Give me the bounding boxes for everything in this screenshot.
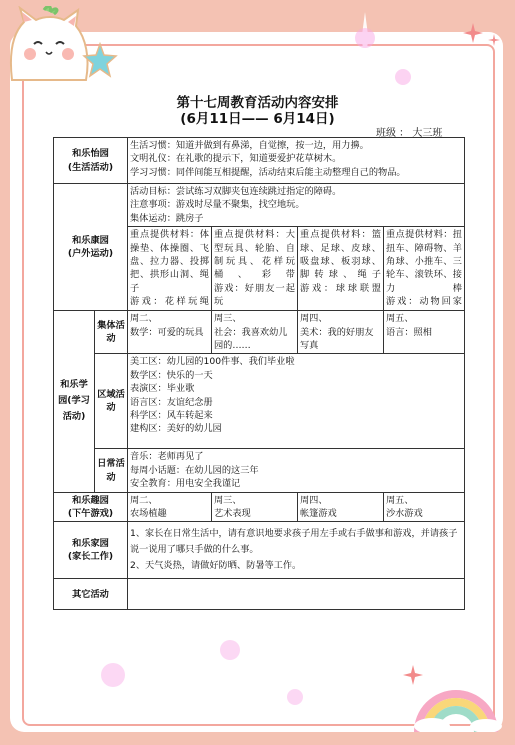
group-activity-label: 集体活动	[95, 311, 128, 354]
outdoor-line: 活动目标：尝试练习双脚夹包连续跳过指定的障碍。	[130, 186, 342, 197]
fun-day-cell: 周二、 农场植趣	[128, 492, 212, 522]
area-line: 建构区：美好的幼儿园	[130, 423, 222, 435]
star-icon	[82, 42, 118, 78]
home-content	[128, 522, 465, 579]
page-title: 第十七周教育活动内容安排	[176, 95, 339, 111]
table-row	[54, 492, 465, 522]
sparkle-icon	[78, 640, 148, 710]
area-line: 美工区：幼儿园的100件事、我们毕业啦	[130, 356, 295, 368]
home-line: 2、天气炎热，请做好防晒、防暑等工作。	[130, 560, 302, 572]
sparkle-icon	[488, 34, 500, 46]
table-row	[54, 449, 465, 492]
sparkle-icon	[270, 672, 320, 722]
outdoor-content	[128, 184, 465, 227]
material-cell: 重点提供材料：体操垫、体操圈、飞盘、拉力器、投掷把、拱形山洞、绳子 游戏：花样玩绳	[128, 227, 212, 311]
group-day-cell: 周三、 社会：我喜欢幼儿园的……	[212, 311, 298, 354]
group-day-cell: 周五、 语言：照相	[384, 311, 465, 354]
page-subtitle: (6月11日—— 6月14日)	[180, 111, 335, 127]
area-content	[128, 354, 465, 449]
life-line: 学习习惯：同伴间能互相提醒，活动结束后能主动整理自己的物品。	[130, 166, 406, 178]
table-row	[54, 184, 465, 227]
group-day-cell: 周二、 数学：可爱的玩具	[128, 311, 212, 354]
area-line: 数学区：快乐的一天	[130, 369, 213, 381]
area-activity-label: 区域活动	[95, 354, 128, 449]
daily-content	[128, 449, 465, 492]
material-cell: 重点提供材料：大型玩具、轮胎、自制玩具、花样玩桶、彩带 游戏：好朋友一起玩	[212, 227, 298, 311]
sparkle-icon	[200, 620, 260, 680]
row-header-outdoor: 和乐康园 (户外运动)	[54, 184, 128, 311]
life-line: 生活习惯：知道并做到有鼻涕，自觉擦，按一边，用力擤。	[130, 140, 369, 151]
fun-day-cell: 周五、 沙水游戏	[384, 492, 465, 522]
material-cell: 重点提供材料：扭扭车、障碍物、羊角球、小推车、三轮车、滚铁环、接力棒 游戏：动物回家	[384, 227, 465, 311]
row-header-life: 和乐怡园 (生活活动)	[54, 138, 128, 184]
outdoor-line: 注意事项：游戏时尽量不聚集，找空地玩。	[130, 199, 305, 211]
schedule-table	[53, 137, 465, 610]
material-cell: 重点提供材料：篮球、足球、皮球、吸盘球、板羽球、脚转球、绳子 游戏：球球联盟	[298, 227, 384, 311]
daily-activity-label: 日常活动	[95, 449, 128, 492]
life-content	[128, 138, 465, 184]
class-label: 班级 ： 大三班	[376, 128, 443, 139]
table-row	[54, 311, 465, 354]
fun-day-cell: 周三、 艺术表现	[212, 492, 298, 522]
sparkle-icon	[462, 22, 484, 44]
daily-line: 每周小话题：在幼儿园的这三年	[130, 464, 259, 476]
home-line: 1、家长在日常生活中，请有意识地要求孩子用左手或右手做事和游戏，并请孩子说一说用了哪只手做的什么事。	[130, 528, 458, 556]
table-row	[54, 354, 465, 449]
daily-line: 安全教育：用电安全我谨记	[130, 478, 241, 490]
life-line: 文明礼仪：在礼歌的提示下，知道要爱护花草树木。	[130, 153, 342, 165]
table-row	[54, 579, 465, 610]
row-header-study: 和乐学园(学习活动)	[54, 311, 95, 492]
rainbow-icon	[410, 672, 502, 732]
table-row	[54, 138, 465, 184]
area-line: 科学区：风车转起来	[130, 410, 213, 422]
area-line: 表演区：毕业歌	[130, 383, 195, 395]
row-header-home: 和乐家园 (家长工作)	[54, 522, 128, 579]
outdoor-line: 集体运动：跳房子	[130, 212, 204, 224]
table-row	[54, 522, 465, 579]
other-content	[128, 579, 465, 610]
row-header-fun: 和乐趣园 (下午游戏)	[54, 492, 128, 522]
group-day-cell: 周四、 美术：我的好朋友写真	[298, 311, 384, 354]
row-header-other: 其它活动	[54, 579, 128, 610]
area-line: 语言区：友谊纪念册	[130, 396, 213, 408]
fun-day-cell: 周四、 帐篷游戏	[298, 492, 384, 522]
daily-line: 音乐：老师再见了	[130, 451, 204, 463]
